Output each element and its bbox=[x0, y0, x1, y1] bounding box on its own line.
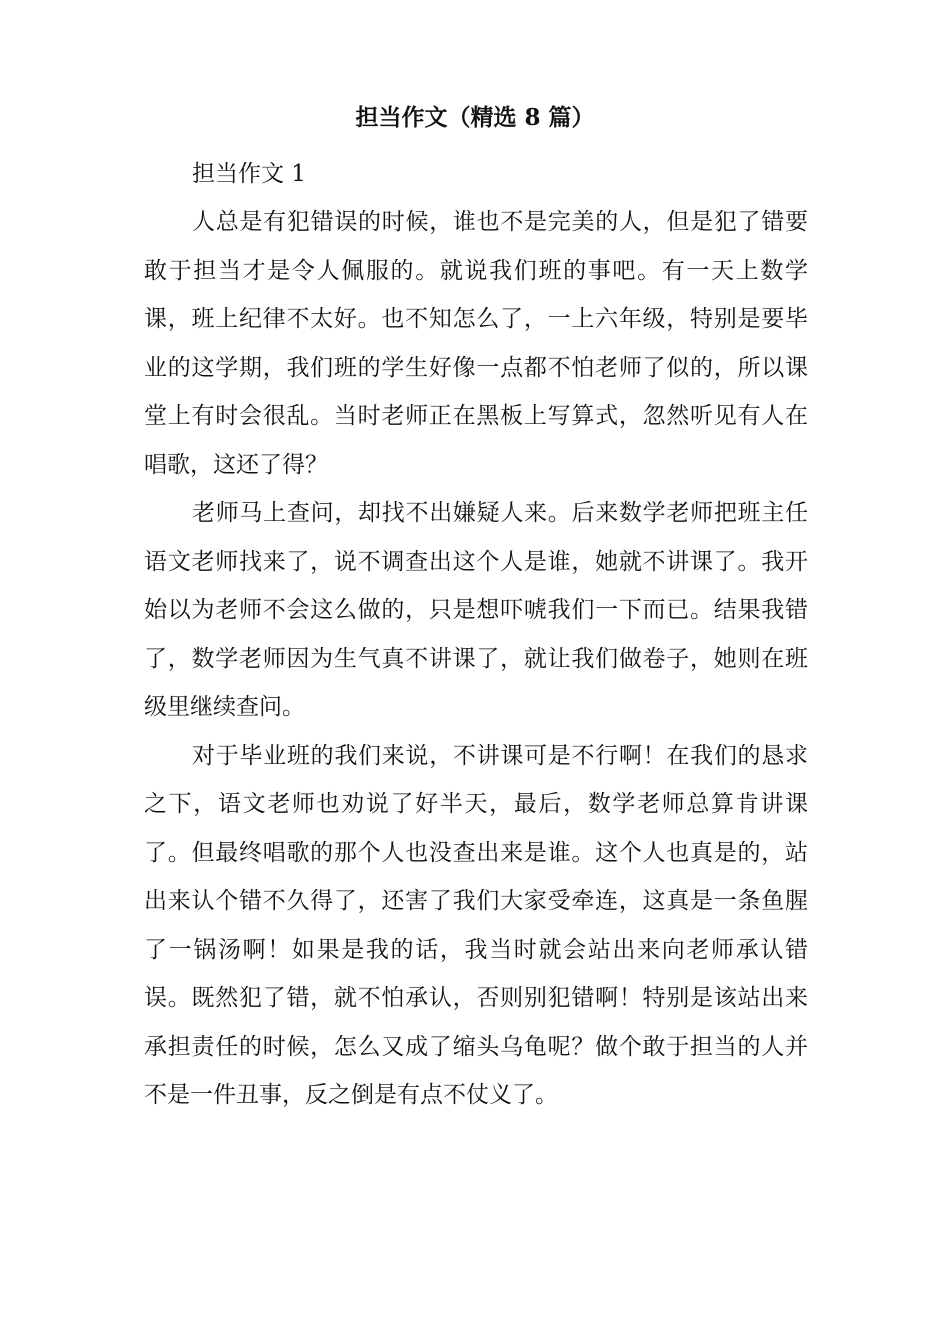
paragraph-2: 老师马上查问，却找不出嫌疑人来。后来数学老师把班主任语文老师找来了，说不调查出这个人是谁，她就不讲课了。我开始以为老师不会这么做的，只是想吓唬我们一下而已。结果我错了，数学老师因为生气真不讲课了，就让我们做卷子，她则在班级里继续查问。 bbox=[144, 500, 808, 720]
section-heading: 担当作文 1 bbox=[192, 161, 306, 187]
document-body bbox=[144, 150, 808, 1120]
paragraph-1: 人总是有犯错误的时候，谁也不是完美的人，但是犯了错要敢于担当才是令人佩服的。就说我们班的事吧。有一天上数学课，班上纪律不太好。也不知怎么了，一上六年级，特别是要毕业的这学期，我们班的学生好像一点都不怕老师了似的，所以课堂上有时会很乱。当时老师正在黑板上写算式，忽然听见有人在唱歌，这还了得？ bbox=[144, 209, 808, 478]
document-title: 担当作文（精选 8 篇） bbox=[355, 104, 595, 131]
paragraph-3: 对于毕业班的我们来说，不讲课可是不行啊！在我们的恳求之下，语文老师也劝说了好半天，最后，数学老师总算肯讲课了。但最终唱歌的那个人也没查出来是谁。这个人也真是的，站出来认个错不久得了，还害了我们大家受牵连，这真是一条鱼腥了一锅汤啊！如果是我的话，我当时就会站出来向老师承认错误。既然犯了错，就不怕承认，否则别犯错啊！特别是该站出来承担责任的时候，怎么又成了缩头乌龟呢？做个敢于担当的人并不是一件丑事，反之倒是有点不仗义了。 bbox=[144, 742, 808, 1108]
